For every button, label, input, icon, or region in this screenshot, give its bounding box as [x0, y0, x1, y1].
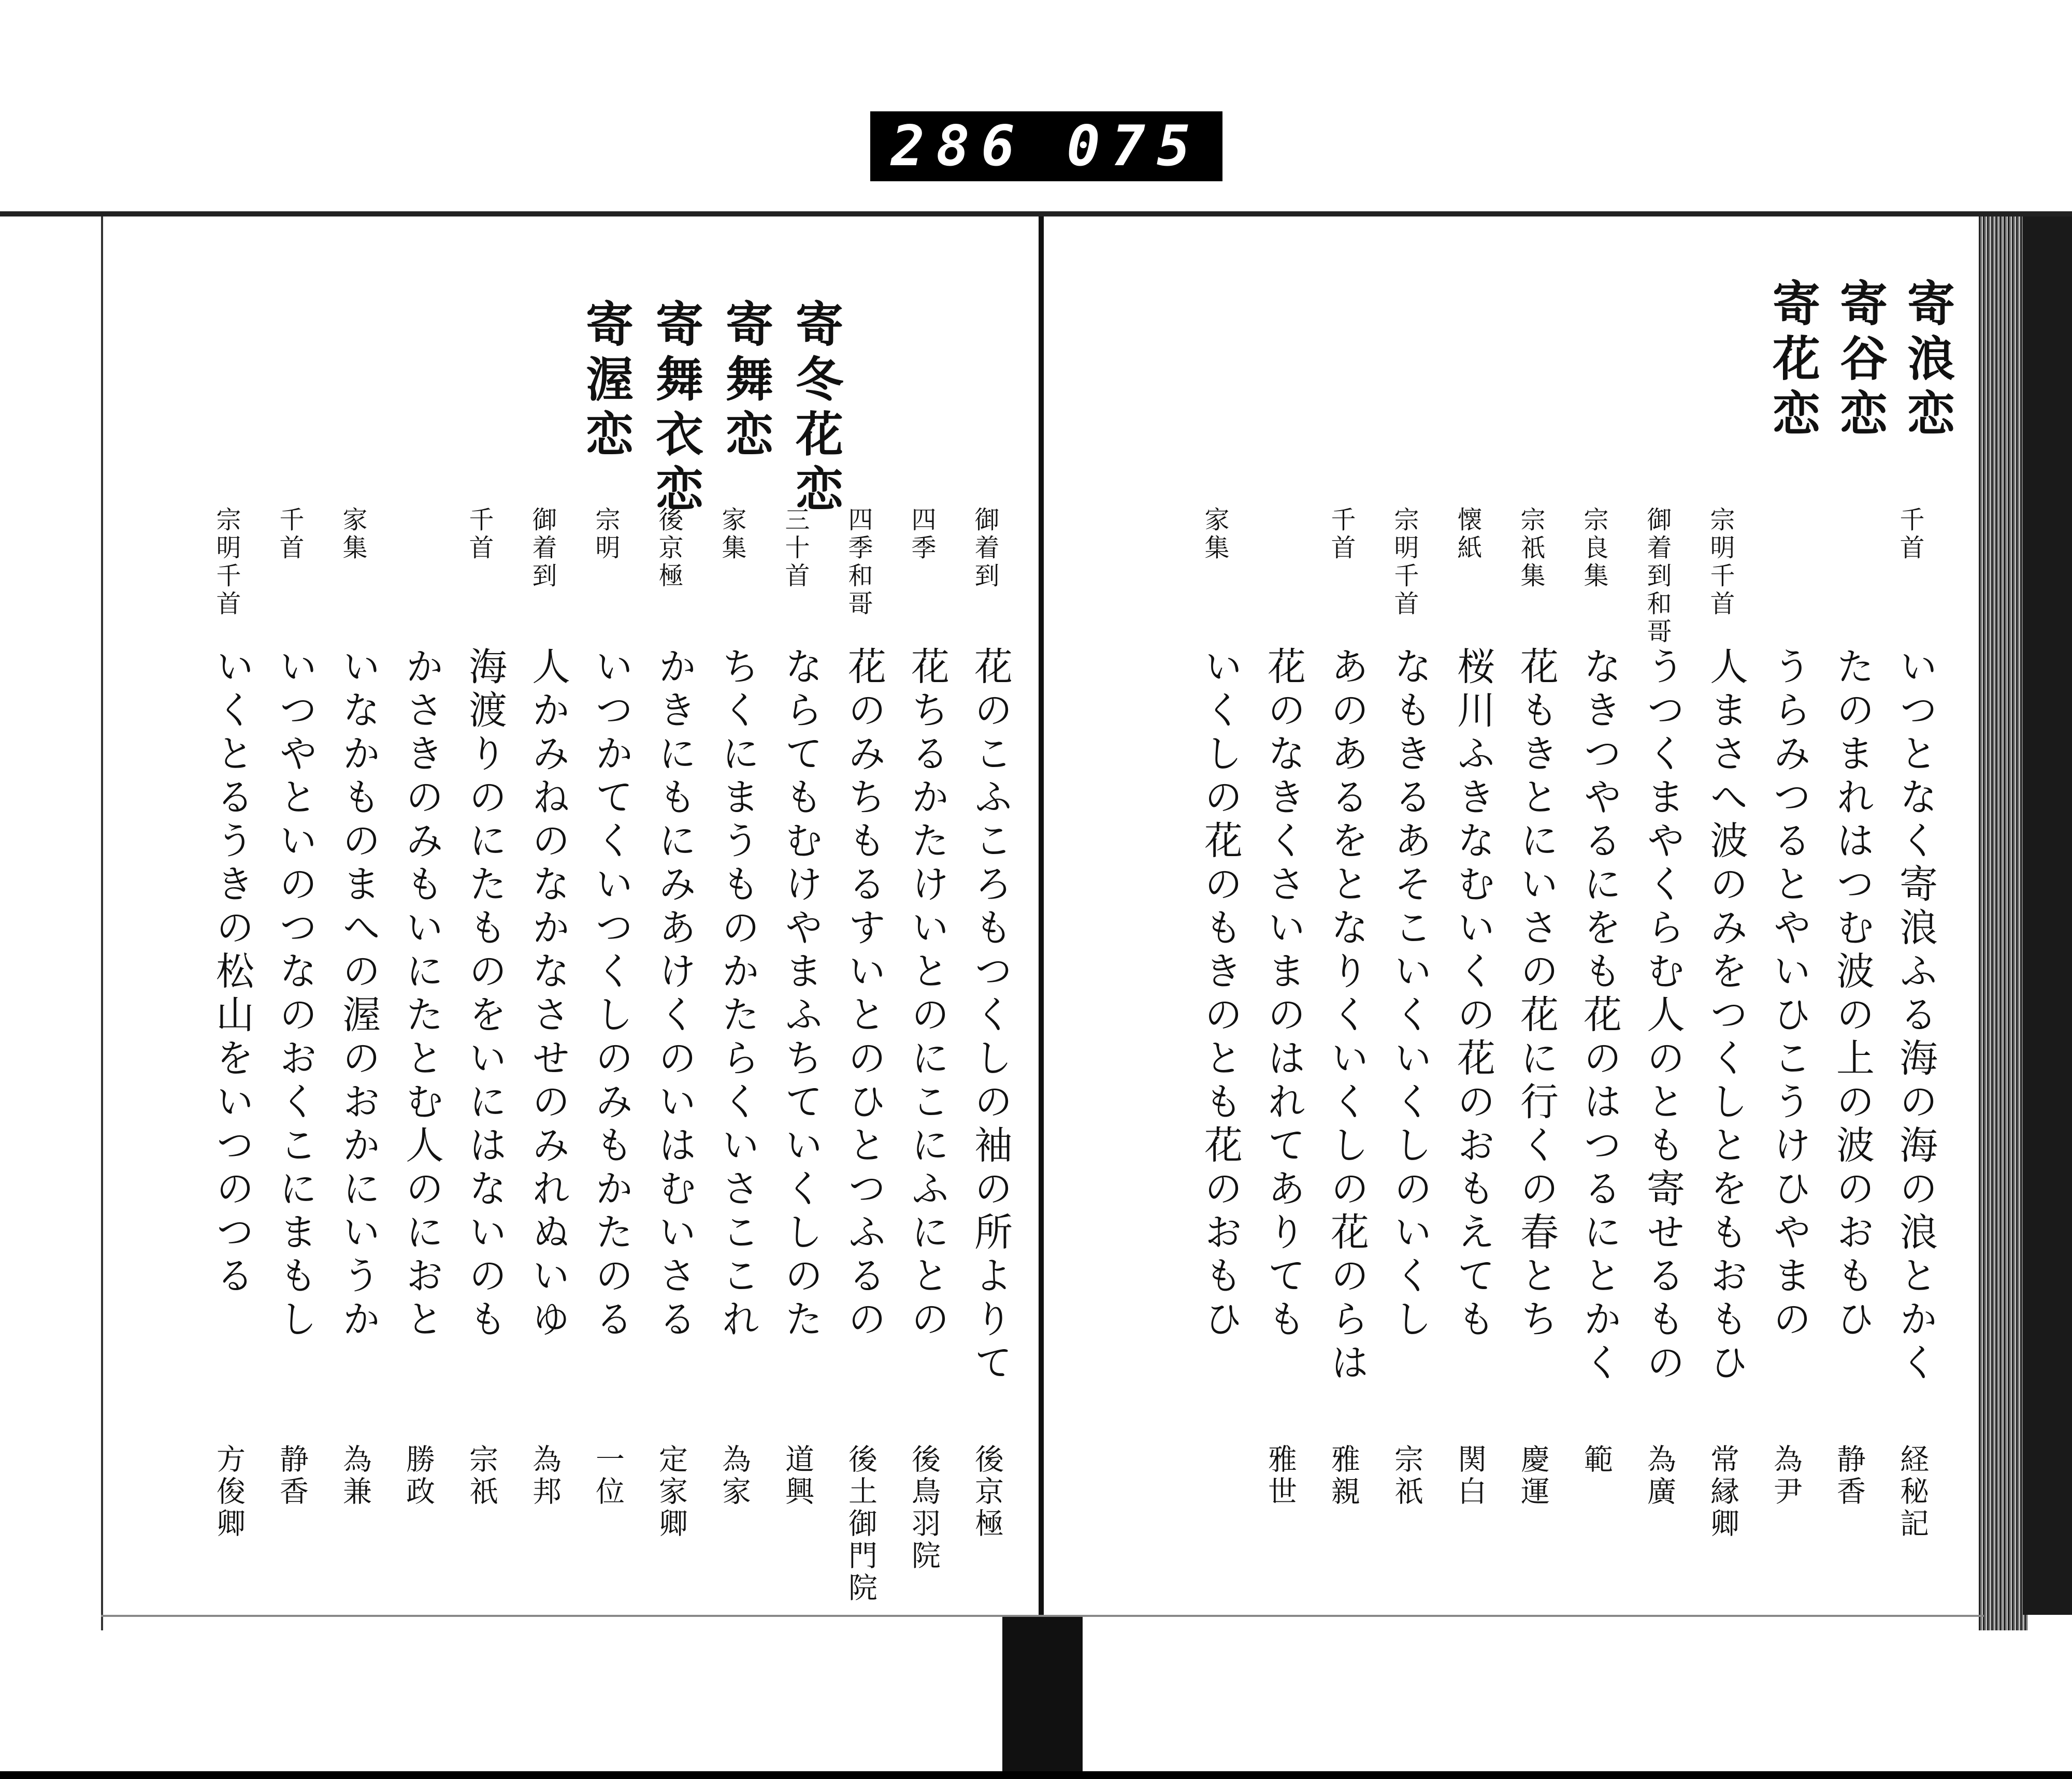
poem-source-label: 千首: [465, 507, 494, 562]
poem-source-label: 家集: [338, 507, 367, 562]
poem-source-label: 千首: [275, 507, 304, 562]
poet-name: 範: [1579, 1444, 1613, 1476]
poet-name: 為邦: [528, 1444, 562, 1508]
poem-text-column: うつくまやくらむ人のとも寄せるもの: [1641, 646, 1685, 1386]
poem-text-column: いくしの花のもきのとも花のおもひ: [1198, 646, 1243, 1342]
poet-name: 経秘記: [1895, 1444, 1929, 1540]
poem-text-column: いつやといのつなのおくこにまもし: [273, 646, 318, 1342]
poem-text-column: 人かみねのなかなさせのみれぬいゆ: [526, 646, 570, 1342]
poet-name: 宗祇: [465, 1444, 498, 1508]
poet-name: 道興: [781, 1444, 814, 1508]
poem-source-label: 後京極: [654, 507, 683, 590]
poem-text-column: 海渡りのにたものをいにはないのも: [463, 646, 507, 1342]
poem-text-column: いつとなく寄浪ふる海の海の浪とかく: [1893, 646, 1938, 1386]
poet-name: 後鳥羽院: [907, 1444, 941, 1572]
poem-topic-title: 寄谷恋: [1832, 279, 1888, 443]
poem-source-label: 家集: [1200, 507, 1229, 562]
poet-name: 為家: [717, 1444, 751, 1508]
poem-topic-title: 寄舞恋: [718, 299, 774, 464]
poem-text-column: あのあるをとなりくいくしの花のらは: [1325, 646, 1369, 1386]
frame-number-left: 286: [891, 114, 1027, 179]
poem-text-column: ならてもむけやまふちていくしのた: [779, 646, 823, 1342]
poem-source-label: 家集: [717, 507, 746, 562]
page-stack-shadow: [2023, 216, 2072, 1615]
poet-name: 為兼: [338, 1444, 372, 1508]
poem-source-label: 四季和哥: [844, 507, 873, 618]
page-stack-edge: [1979, 216, 2028, 1630]
poet-name: 静香: [275, 1444, 309, 1508]
microfilm-frame-number: [870, 111, 1222, 181]
poem-source-label: 懐紙: [1453, 507, 1482, 562]
poem-text-column: かさきのみもいにたとむ人のにおと: [399, 646, 444, 1342]
poem-source-label: 四季: [907, 507, 936, 562]
poet-name: 常縁卿: [1706, 1444, 1739, 1540]
open-book: [0, 216, 2072, 1630]
left-page: [101, 216, 1041, 1630]
poem-text-column: なきつやるにをも花のはつるにとかく: [1577, 646, 1622, 1386]
poem-source-label: 千首: [1895, 507, 1924, 562]
gutter-shadow: [1002, 1616, 1083, 1779]
poem-source-label: 宗良集: [1579, 507, 1608, 590]
poem-text-column: 花のみちもるすいとのひとつふるの: [842, 646, 886, 1342]
poet-name: 勝政: [401, 1444, 435, 1508]
poem-text-column: 人まさへ波のみをつくしとをもおもひ: [1704, 646, 1748, 1386]
poet-name: 定家卿: [654, 1444, 688, 1540]
poem-text-column: 花のなきくさいまのはれてありても: [1261, 646, 1306, 1342]
poem-source-label: 宗明千首: [1390, 507, 1419, 618]
poem-text-column: たのまれはつむ波の上の波のおもひ: [1830, 646, 1875, 1342]
poem-text-column: ちくにまうものかたらくいさここれ: [715, 646, 760, 1342]
poem-source-label: 宗明: [591, 507, 620, 562]
poet-name: 為廣: [1643, 1444, 1676, 1508]
poem-topic-title: 寄花恋: [1765, 279, 1821, 443]
poet-name: 関白: [1453, 1444, 1487, 1508]
book-gutter: [1039, 216, 1044, 1770]
poet-name: 後土御門院: [844, 1444, 877, 1604]
poem-text-column: いなかものまへの渥のおかにいうか: [336, 646, 381, 1342]
poet-name: 静香: [1832, 1444, 1866, 1508]
poem-text-column: いくとるうきの松山をいつのつる: [210, 646, 254, 1299]
poet-name: 雅世: [1263, 1444, 1297, 1508]
poem-text-column: 桜川ふきなむいくの花のおもえても: [1451, 646, 1495, 1342]
poem-source-label: 御着到: [528, 507, 557, 590]
poem-source-label: 御着到和哥: [1643, 507, 1672, 646]
poem-source-label: 宗祇集: [1516, 507, 1545, 590]
poem-text-column: かきにもにみあけくのいはむいさる: [652, 646, 697, 1342]
poem-topic-title: 寄渥恋: [578, 299, 634, 464]
poem-topic-title: 寄舞衣恋: [648, 299, 704, 519]
poem-topic-title: 寄冬花恋: [788, 299, 844, 519]
poem-source-label: 千首: [1327, 507, 1356, 562]
scan-top-edge: [0, 211, 2072, 216]
poem-text-column: うらみつるとやいひこうけひやまの: [1767, 646, 1811, 1342]
poet-name: 為尹: [1769, 1444, 1803, 1508]
page-bottom-edge: [101, 1615, 1984, 1617]
poem-source-label: 三十首: [781, 507, 810, 590]
poem-text-column: 花のこふころもつくしの袖の所よりて: [968, 646, 1013, 1386]
scan-bottom-edge: [0, 1771, 2072, 1779]
poet-name: 慶運: [1516, 1444, 1550, 1508]
poem-text-column: なもきるあそこいくいくしのいくし: [1388, 646, 1432, 1342]
poet-name: 方俊卿: [212, 1444, 246, 1540]
poet-name: 一位: [591, 1444, 625, 1508]
poem-source-label: 宗明千首: [212, 507, 241, 618]
right-page: [1044, 216, 1984, 1630]
poem-source-label: 御着到: [970, 507, 999, 590]
frame-number-right: 075: [1066, 114, 1202, 179]
poem-text-column: 花ちるかたけいとのにこにふにとの: [905, 646, 949, 1342]
poet-name: 宗祇: [1390, 1444, 1423, 1508]
poem-source-label: 宗明千首: [1706, 507, 1735, 618]
poem-text-column: 花もきとにいさの花に行くの春とち: [1514, 646, 1559, 1342]
poem-text-column: いつかてくいつくしのみもかたのる: [589, 646, 634, 1342]
poem-topic-title: 寄浪恋: [1900, 279, 1955, 443]
poet-name: 雅親: [1327, 1444, 1360, 1508]
poet-name: 後京極: [970, 1444, 1004, 1540]
